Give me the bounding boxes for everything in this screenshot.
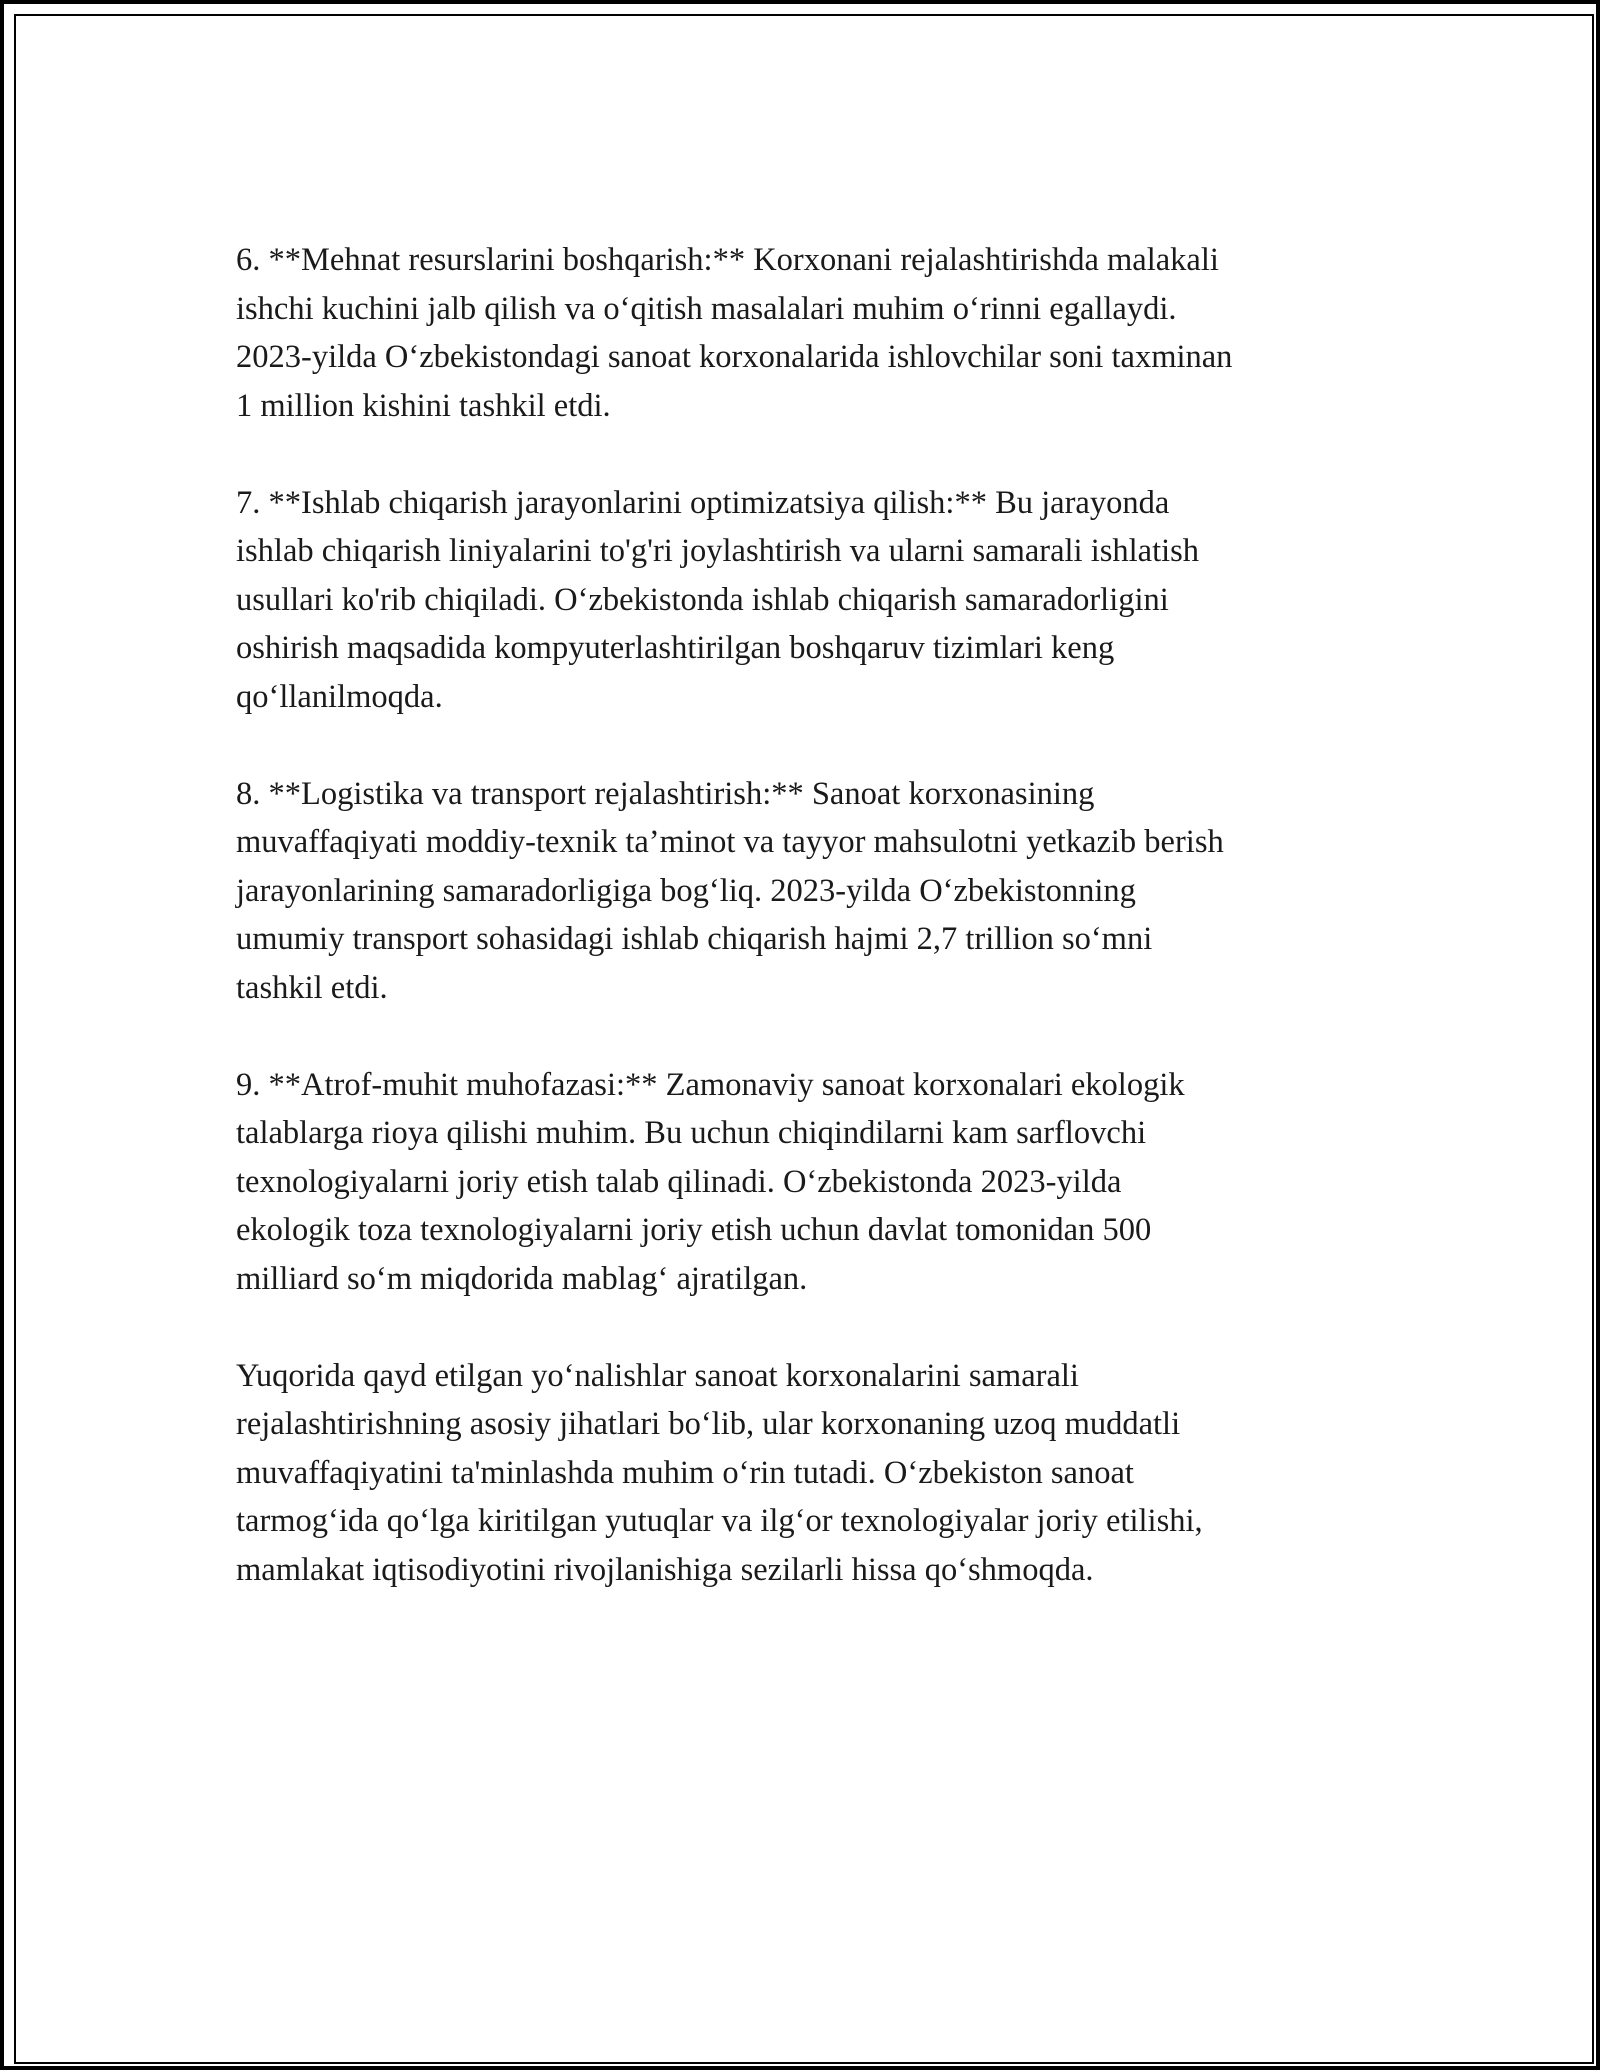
paragraph-9-environment-protection: 9. **Atrof-muhit muhofazasi:** Zamonaviy sanoat korxonalari ekologik talablarga rioya qilishi muhim. Bu uchun chiqindilarni kam sarflovchi texnologiyalarni joriy etish talab qilinadi. O‘zbekistonda 2023-yilda ekologik toza texnologiyalarni joriy etish uchun davlat tomonidan 500 milliard so‘m miqdorida mablag‘ ajratilgan. <box>236 1066 1185 1297</box>
paragraph-8-logistics-transport: 8. **Logistika va transport rejalashtirish:** Sanoat korxonasining muvaffaqiyati moddiy-texnik ta’minot va tayyor mahsulotni yetkazib berish jarayonlarining samaradorligiga bog‘liq. 2023-yilda O‘zbekistonning umumiy transport sohasidagi ishlab chiqarish hajmi 2,7 trillion so‘mni tashkil etdi. <box>236 775 1224 1006</box>
paragraph-6-labor-resources: 6. **Mehnat resurslarini boshqarish:** Korxonani rejalashtirishda malakali ishchi kuchini jalb qilish va o‘qitish masalalari muhim o‘rinni egallaydi. 2023-yilda O‘zbekistondagi sanoat korxonalarida ishlovchilar soni taxminan 1 million kishini tashkil etdi. <box>236 242 1233 424</box>
paragraph-7-production-optimization: 7. **Ishlab chiqarish jarayonlarini optimizatsiya qilish:** Bu jarayonda ishlab chiqarish liniyalarini to'g'ri joylashtirish va ularni samarali ishlatish usullari ko'rib chiqiladi. O‘zbekistonda ishlab chiqarish samaradorligini oshirish maqsadida kompyuterlashtirilgan boshqaruv tizimlari keng qo‘llanilmoqda. <box>236 484 1200 715</box>
document-body <box>236 236 1386 1643</box>
paragraph-conclusion: Yuqorida qayd etilgan yo‘nalishlar sanoat korxonalarini samarali rejalashtirishning asosiy jihatlari bo‘lib, ular korxonaning uzoq muddatli muvaffaqiyatini ta'minlashda muhim o‘rin tutadi. O‘zbekiston sanoat tarmog‘ida qo‘lga kiritilgan yutuqlar va ilg‘or texnologiyalar joriy etilishi, mamlakat iqtisodiyotini rivojlanishiga sezilarli hissa qo‘shmoqda. <box>236 1357 1203 1588</box>
